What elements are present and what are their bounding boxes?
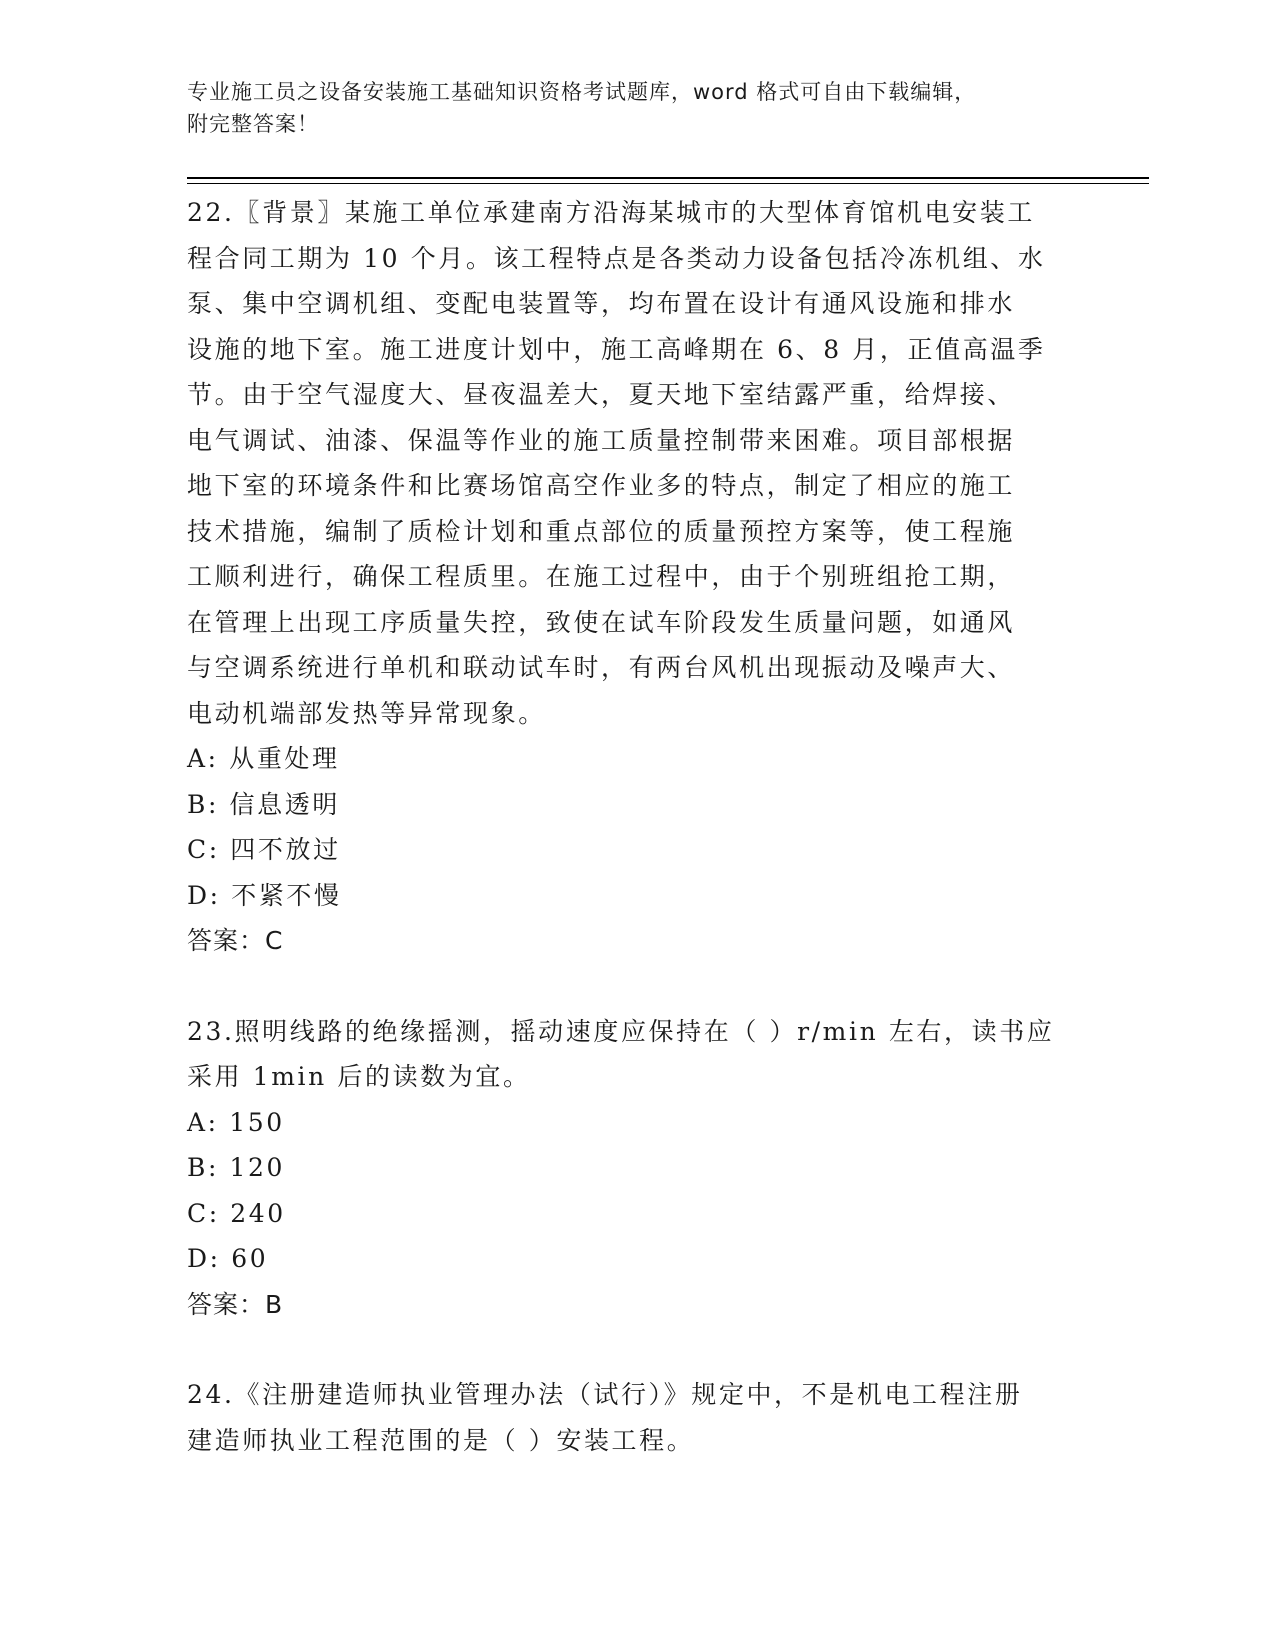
question-stem-line: 采用 1min 后的读数为宜。 [187,1062,531,1091]
question-24 [187,1372,1087,1463]
option-b: B: 信息透明 [187,789,340,819]
answer: 答案：C [187,926,284,955]
question-stem-line: 电气调试、油漆、保温等作业的施工质量控制带来困难。项目部根据 [187,425,1016,455]
question-stem-line: 工顺利进行，确保工程质里。在施工过程中，由于个别班组抢工期， [187,562,1016,591]
question-22 [187,190,1087,964]
question-stem-line: 节。由于空气湿度大、昼夜温差大，夏天地下室结露严重，给焊接、 [187,380,1016,409]
question-stem-line: 与空调系统进行单机和联动试车时，有两台风机出现振动及噪声大、 [187,653,1016,682]
option-d: D: 60 [187,1244,269,1273]
question-stem-line: 24.《注册建造师执业管理办法（试行）》规定中，不是机电工程注册 [187,1380,1023,1409]
document-header [187,76,1087,140]
option-b: B: 120 [187,1153,286,1182]
question-stem-line: 泵、集中空调机组、变配电装置等，均布置在设计有通风设施和排水 [187,289,1016,318]
question-stem-line: 23.照明线路的绝缘摇测，摇动速度应保持在（ ）r/min 左右，读书应 [187,1016,1055,1046]
question-stem-line: 电动机端部发热等异常现象。 [187,698,546,728]
option-a: A: 150 [187,1107,285,1137]
answer: 答案：B [187,1289,284,1319]
question-spacer [187,964,1087,1009]
option-c: C: 240 [187,1198,286,1228]
question-stem-line: 在管理上出现工序质量失控，致使在试车阶段发生质量问题，如通风 [187,607,1016,637]
header-divider-thin [187,183,1149,184]
question-stem-line: 建造师执业工程范围的是（ ）安装工程。 [187,1425,695,1455]
question-stem-line: 技术措施，编制了质检计划和重点部位的质量预控方案等，使工程施 [187,516,1016,546]
header-line: 附完整答案！ [187,112,319,136]
question-stem-line: 22.〖背景〗某施工单位承建南方沿海某城市的大型体育馆机电安装工 [187,198,1035,227]
document-body [187,190,1087,1463]
header-divider-thick [187,177,1149,179]
question-stem-line: 地下室的环境条件和比赛场馆高空作业多的特点，制定了相应的施工 [187,471,1016,500]
option-d: D: 不紧不慢 [187,880,342,910]
option-a: A: 从重处理 [187,744,340,773]
option-c: C: 四不放过 [187,835,341,864]
question-stem-line: 程合同工期为 10 个月。该工程特点是各类动力设备包括冷冻机组、水 [187,243,1046,273]
question-23 [187,1009,1087,1328]
header-line: 专业施工员之设备安装施工基础知识资格考试题库，word 格式可自由下载编辑， [187,80,977,104]
question-spacer [187,1327,1087,1372]
question-stem-line: 设施的地下室。施工进度计划中，施工高峰期在 6、8 月，正值高温季 [187,334,1046,364]
